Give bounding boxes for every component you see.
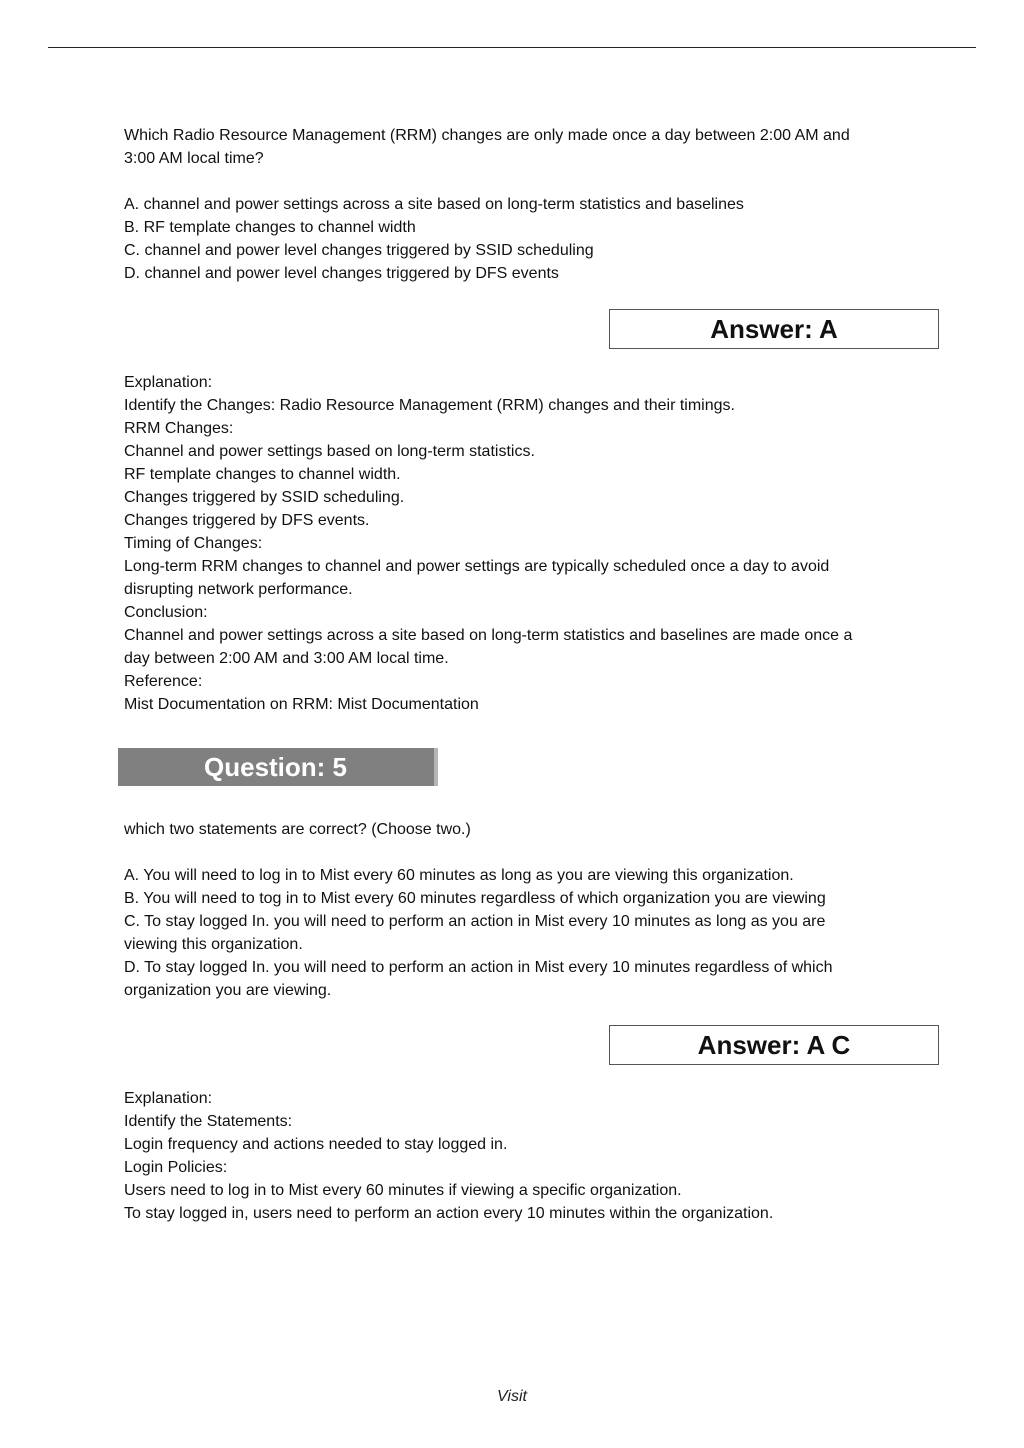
q4-option-d: D. channel and power level changes triggered by DFS events bbox=[124, 265, 559, 282]
explanation-line: Conclusion: bbox=[124, 604, 208, 621]
question-5-title: Question: 5 bbox=[204, 752, 348, 782]
explanation-line: Explanation: bbox=[124, 374, 213, 391]
explanation-line: Users need to log in to Mist every 60 minutes if viewing a specific organization. bbox=[124, 1182, 682, 1199]
explanation-line: Timing of Changes: bbox=[124, 535, 263, 552]
explanation-line: Channel and power settings based on long-term statistics. bbox=[124, 443, 535, 460]
q4-option-a: A. channel and power settings across a site based on long-term statistics and baselines bbox=[124, 196, 744, 213]
q5-option-line: D. To stay logged In. you will need to perform an action in Mist every 10 minutes regardless of which bbox=[124, 959, 833, 976]
q5-option-line: B. You will need to tog in to Mist every 60 minutes regardless of which organization you are viewing bbox=[124, 890, 826, 907]
explanation-line: disrupting network performance. bbox=[124, 581, 353, 598]
q4-option-b: B. RF template changes to channel width bbox=[124, 219, 416, 236]
explanation-line: Reference: bbox=[124, 673, 203, 690]
q4-option-c: C. channel and power level changes triggered by SSID scheduling bbox=[124, 242, 594, 259]
q4-question-line: Which Radio Resource Management (RRM) changes are only made once a day between 2:00 AM and bbox=[124, 127, 850, 144]
explanation-line: Changes triggered by SSID scheduling. bbox=[124, 489, 405, 506]
q4-options bbox=[124, 193, 914, 285]
explanation-line: RRM Changes: bbox=[124, 420, 234, 437]
explanation-line: Explanation: bbox=[124, 1090, 213, 1107]
q5-option-line: organization you are viewing. bbox=[124, 982, 332, 999]
explanation-line: Mist Documentation on RRM: Mist Documentation bbox=[124, 696, 479, 713]
footer-visit-link[interactable]: Visit bbox=[497, 1388, 527, 1405]
question-5-banner bbox=[118, 748, 438, 786]
q4-question-line: 3:00 AM local time? bbox=[124, 150, 264, 167]
header-rule bbox=[48, 47, 976, 48]
explanation-line: Identify the Statements: bbox=[124, 1113, 293, 1130]
explanation-line: Channel and power settings across a site based on long-term statistics and baselines are made once a bbox=[124, 627, 853, 644]
explanation-line: To stay logged in, users need to perform an action every 10 minutes within the organization. bbox=[124, 1205, 774, 1222]
q5-question-line: which two statements are correct? (Choose two.) bbox=[124, 821, 471, 838]
q4-answer-box: Answer: A bbox=[609, 309, 939, 349]
explanation-line: Long-term RRM changes to channel and power settings are typically scheduled once a day to avoid bbox=[124, 558, 830, 575]
explanation-line: RF template changes to channel width. bbox=[124, 466, 401, 483]
explanation-line: Login Policies: bbox=[124, 1159, 228, 1176]
q5-option-line: A. You will need to log in to Mist every 60 minutes as long as you are viewing this organization. bbox=[124, 867, 794, 884]
q5-explanation bbox=[124, 1087, 914, 1225]
q5-option-line: C. To stay logged In. you will need to perform an action in Mist every 10 minutes as long as you are bbox=[124, 913, 826, 930]
q4-question bbox=[124, 124, 914, 170]
q5-option-line: viewing this organization. bbox=[124, 936, 303, 953]
q5-question bbox=[124, 818, 914, 841]
explanation-line: day between 2:00 AM and 3:00 AM local time. bbox=[124, 650, 449, 667]
q4-explanation bbox=[124, 371, 914, 716]
q5-answer-box: Answer: A C bbox=[609, 1025, 939, 1065]
explanation-line: Changes triggered by DFS events. bbox=[124, 512, 370, 529]
q5-options bbox=[124, 864, 914, 1002]
explanation-line: Identify the Changes: Radio Resource Management (RRM) changes and their timings. bbox=[124, 397, 735, 414]
explanation-line: Login frequency and actions needed to stay logged in. bbox=[124, 1136, 508, 1153]
